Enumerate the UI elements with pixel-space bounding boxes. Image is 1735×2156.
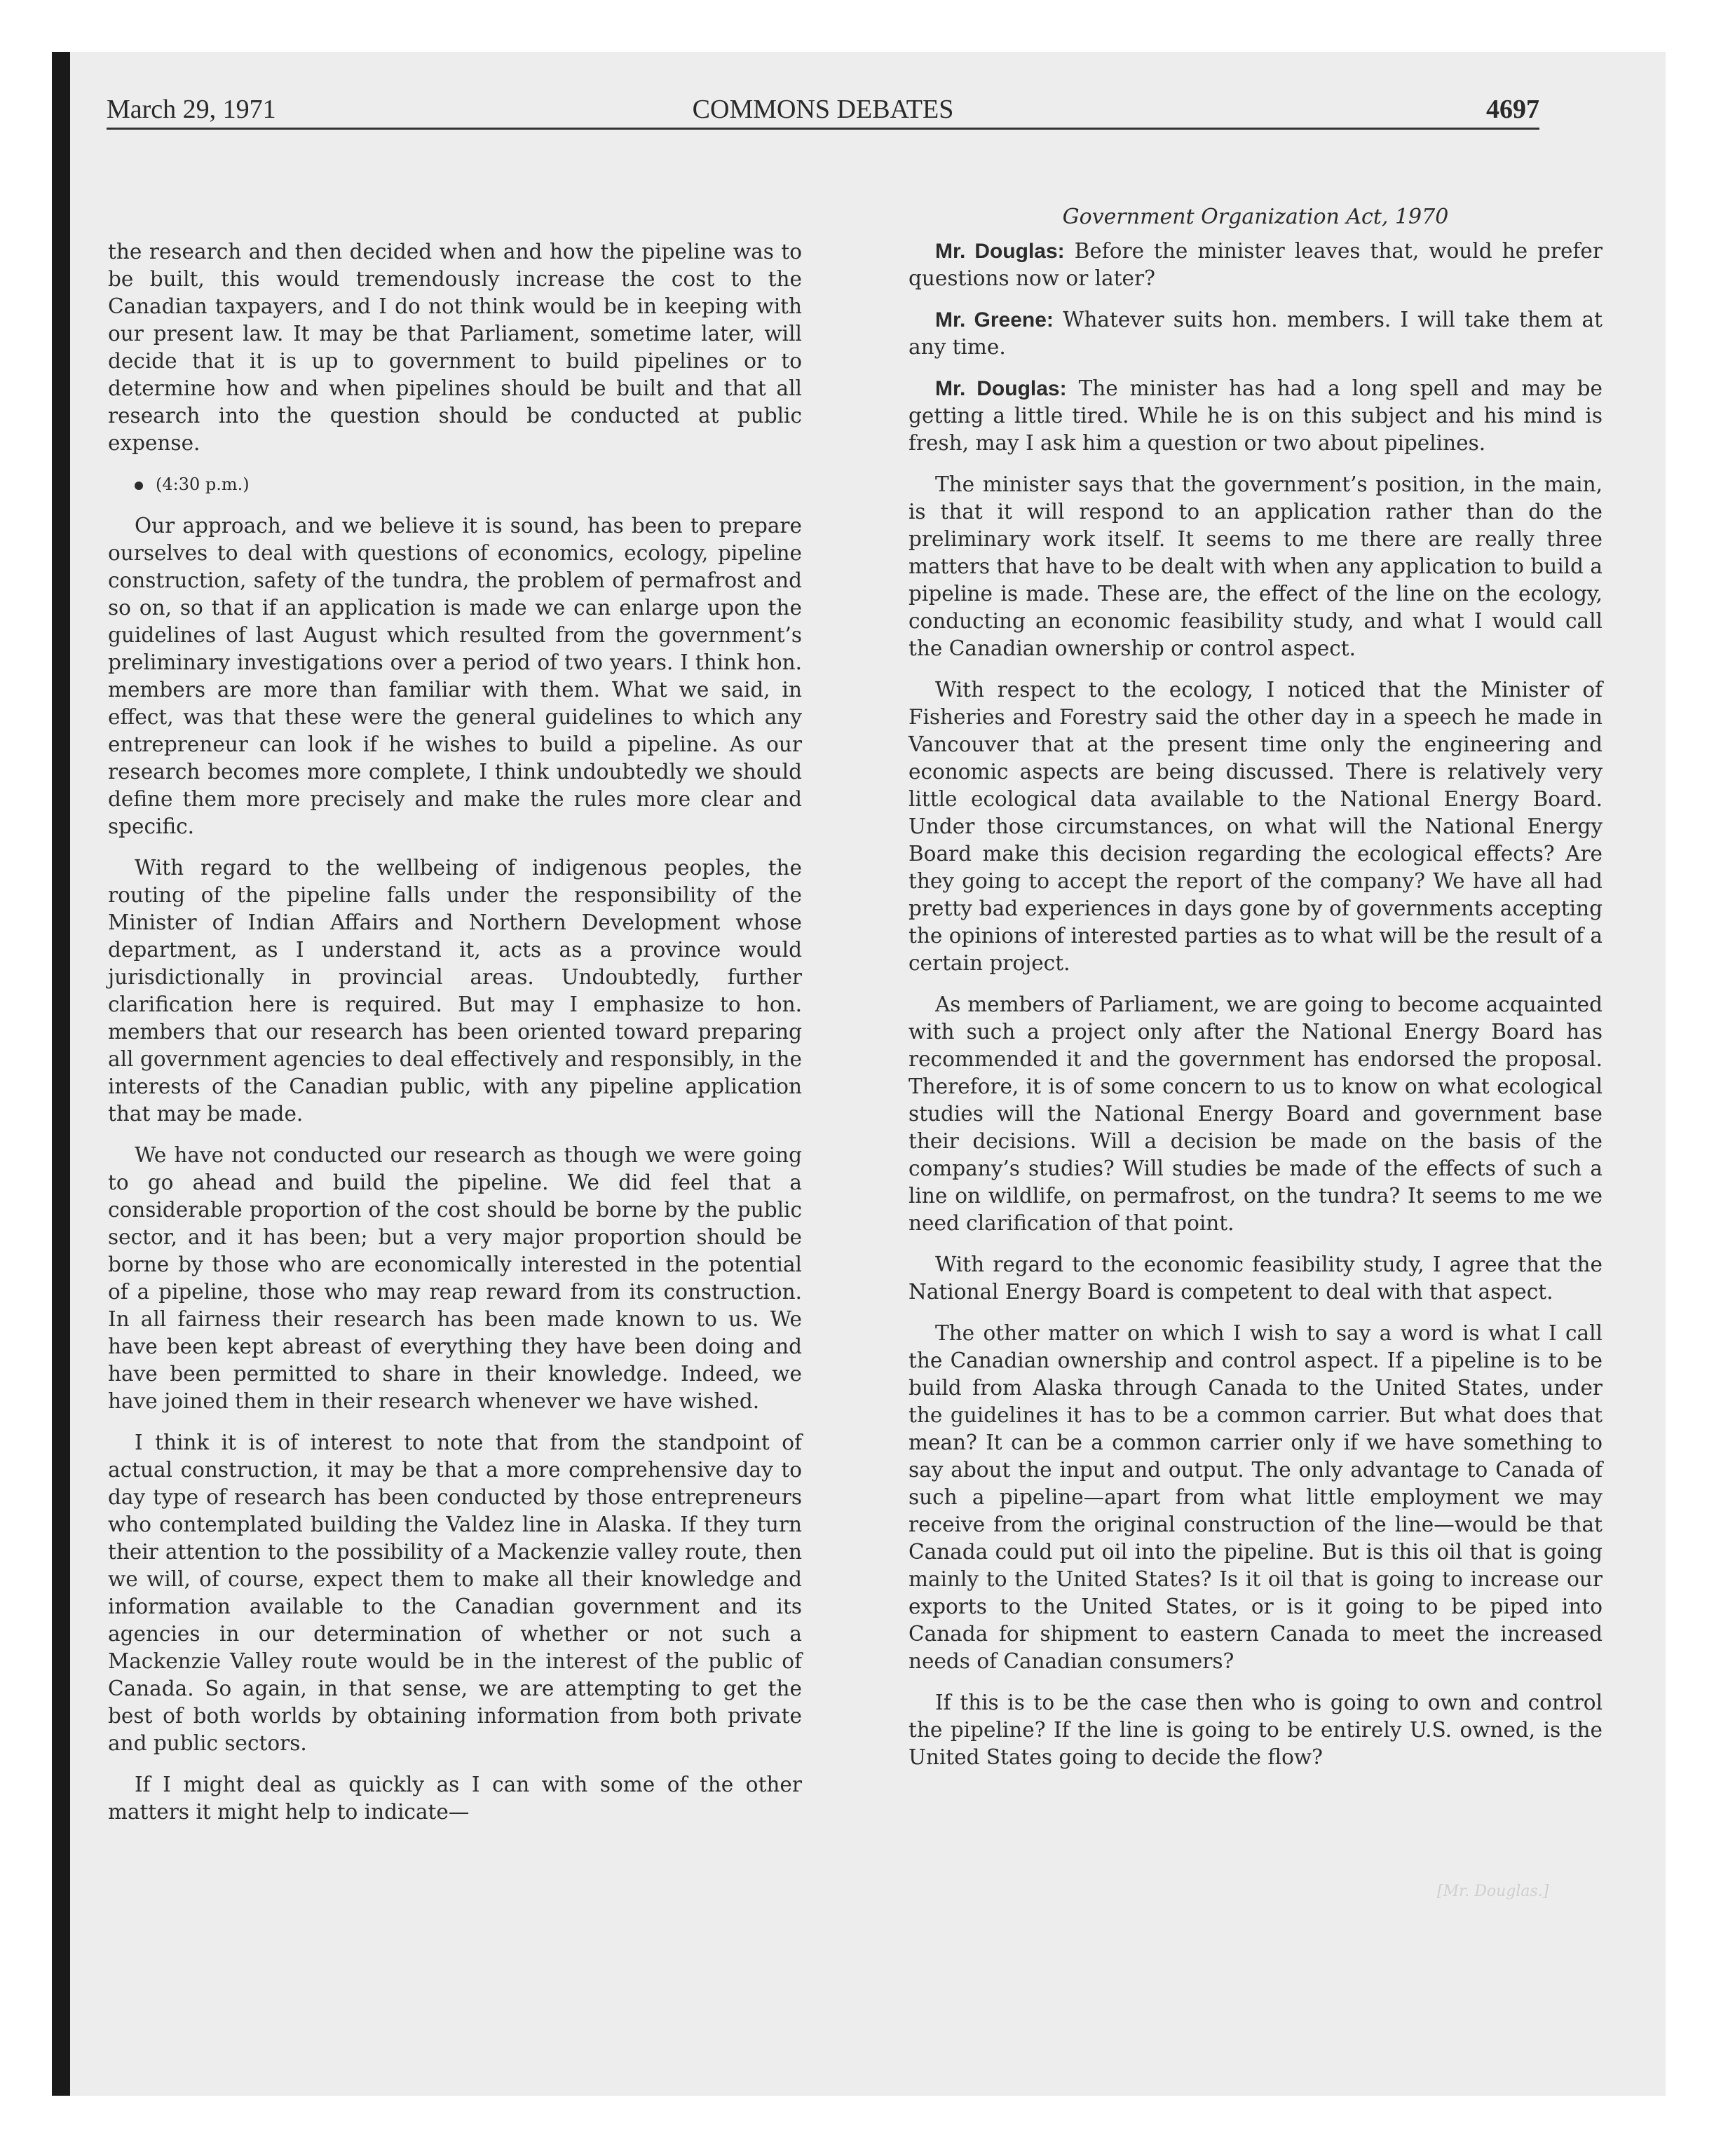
paragraph: The minister says that the government’s position, in the main, is that it will respond to an application rather than do the preliminary work itself. It seems to me there are really three matters that have to be dealt with when any application to build a pipeline is made. These are, the effect of the line on the ecology, conducting an economic feasibility study, and what I would call the Canadian ownership or control aspect.	[909, 472, 1603, 660]
speech-text: The minister has had a long spell and may be getting a little tired. While he is on this subject and his mind is fresh, may I ask him a question or two about pipelines.	[909, 376, 1603, 455]
header-date: March 29, 1971	[107, 95, 276, 124]
page-header	[107, 90, 1539, 130]
paragraph: With regard to the economic feasibility study, I agree that the National Energy Board is competent to deal with that aspect.	[909, 1253, 1603, 1304]
paragraph: We have not conducted our research as though we were going to go ahead and build the pipeline. We did feel that a considerable proportion of the cost should be borne by the public sector, and it has been; but a very major proportion should be borne by those who are economically interested in the potential of a pipeline, those who may reap reward from its construction. In all fairness their research has been made known to us. We have been kept abreast of everything they have been doing and have been permitted to share in their knowledge. Indeed, we have joined them in their research whenever we have wished.	[108, 1143, 802, 1413]
paragraph: Our approach, and we believe it is sound, has been to prepare ourselves to deal with questions of economics, ecology, pipeline construction, safety of the tundra, the problem of permafrost and so on, so that if an application is made we can enlarge upon the guidelines of last August which resulted from the government’s preliminary investigations over a period of two years. I think hon. members are more than familiar with them. What we said, in effect, was that these were the general guidelines to which any entrepreneur can look if he wishes to build a pipeline. As our research becomes more complete, I think undoubtedly we should define them more precisely and make the rules more clear and specific.	[108, 514, 802, 838]
running-head: Government Organization Act, 1970	[1062, 205, 1449, 229]
paragraph: As members of Parliament, we are going to become acquainted with such a project only after the National Energy Board has recommended it and the government has endorsed the proposal. Therefore, it is of some concern to us to know on what ecological studies will the National Energy Board and government base their decisions. Will a decision be made on the basis of the company’s studies? Will studies be made of the effects of such a line on wildlife, on permafrost, on the tundra? It seems to me we need clarification of that point.	[909, 992, 1603, 1235]
left-column	[108, 238, 802, 1840]
header-title: COMMONS DEBATES	[692, 95, 954, 124]
speech-paragraph	[909, 306, 1603, 361]
speaker-name: Mr. Greene:	[935, 308, 1054, 332]
speech-paragraph	[909, 375, 1603, 457]
time-marker	[108, 471, 802, 498]
speech-text: Before the minister leaves that, would he prefer questions now or later?	[909, 239, 1603, 290]
continuation-note: [Mr. Douglas.]	[1437, 1883, 1549, 1900]
scan-edge	[52, 52, 70, 2096]
speech-text: Whatever suits hon. members. I will take them at any time.	[909, 308, 1603, 359]
paragraph: I think it is of interest to note that from the standpoint of actual construction, it may be that a more comprehensive day to day type of research has been conducted by those entrepreneurs who contemplated building the Valdez line in Alaska. If they turn their attention to the possibility of a Mackenzie valley route, then we will, of course, expect them to make all their knowledge and information available to the Canadian government and its agencies in our determination of whether or not such a Mackenzie Valley route would be in the interest of the public of Canada. So again, in that sense, we are attempting to get the best of both worlds by obtaining information from both private and public sectors.	[108, 1431, 802, 1755]
speech-paragraph	[909, 238, 1603, 292]
paragraph: the research and then decided when and how the pipeline was to be built, this would tremendously increase the cost to the Canadian taxpayers, and I do not think would be in keeping with our present law. It may be that Parliament, sometime later, will decide that it is up to government to build pipelines or to determine how and when pipelines should be built and that all research into the question should be conducted at public expense.	[108, 240, 802, 455]
speaker-name: Mr. Douglas:	[935, 377, 1067, 400]
speaker-name: Mr. Douglas:	[935, 240, 1065, 263]
paragraph: With respect to the ecology, I noticed that the Minister of Fisheries and Forestry said the other day in a speech he made in Vancouver that at the present time only the engineering and economic aspects are being discussed. There is relatively very little ecological data available to the National Energy Board. Under those circumstances, on what will the National Energy Board make this decision regarding the ecological effects? Are they going to accept the report of the company? We have all had pretty bad experiences in days gone by of governments accepting the opinions of interested parties as to what will be the result of a certain project.	[909, 678, 1603, 975]
paragraph: If I might deal as quickly as I can with some of the other matters it might help to indicate—	[108, 1773, 802, 1824]
bullet-icon	[135, 482, 143, 490]
paragraph: If this is to be the case then who is going to own and control the pipeline? If the line is going to be entirely U.S. owned, is the United States going to decide the flow?	[909, 1691, 1603, 1769]
right-column	[909, 203, 1603, 1785]
header-page-number: 4697	[1486, 95, 1539, 124]
paragraph: The other matter on which I wish to say a word is what I call the Canadian ownership and control aspect. If a pipeline is to be build from Alaska through Canada to the United States, under the guidelines it has to be a common carrier. But what does that mean? It can be a common carrier only if we have something to say about the input and output. The only advantage to Canada of such a pipeline—apart from what little employment we may receive from the original construction of the line—would be that Canada could put oil into the pipeline. But is this oil that is going mainly to the United States? Is it oil that is going to increase our exports to the United States, or is it going to be piped into Canada for shipment to eastern Canada to meet the increased needs of Canadian consumers?	[909, 1321, 1603, 1673]
paragraph: With regard to the wellbeing of indigenous peoples, the routing of the pipeline falls under the responsibility of the Minister of Indian Affairs and Northern Development whose department, as I understand it, acts as a province would jurisdictionally in provincial areas. Undoubtedly, further clarification here is required. But may I emphasize to hon. members that our research has been oriented toward preparing all government agencies to deal effectively and responsibly, in the interests of the Canadian public, with any pipeline application that may be made.	[108, 856, 802, 1126]
time-text: (4:30 p.m.)	[156, 475, 250, 494]
